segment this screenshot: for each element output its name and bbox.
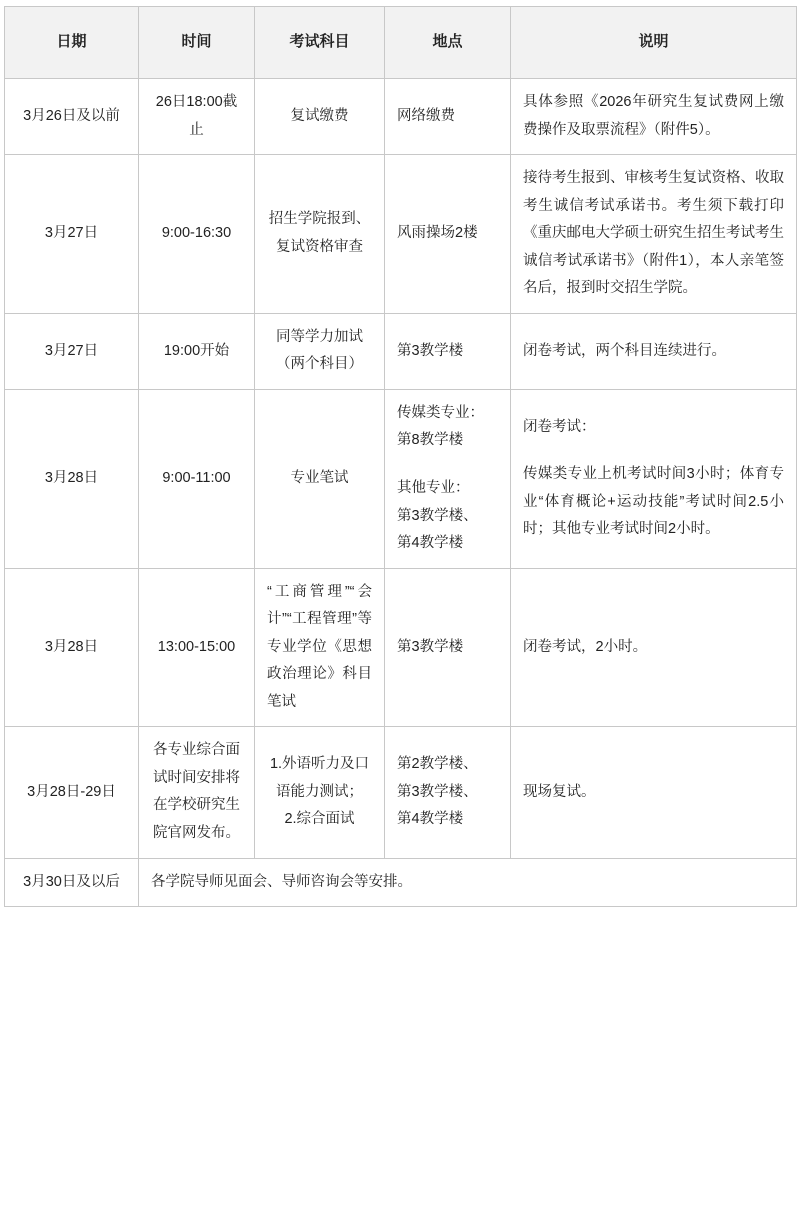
cell-place: 第3教学楼 xyxy=(385,568,511,727)
note-spacer xyxy=(523,441,784,461)
cell-date: 3月27日 xyxy=(5,155,139,314)
table-row xyxy=(5,389,797,568)
subject-line-1: 同等学力加试 xyxy=(276,328,363,345)
table-body xyxy=(5,79,797,907)
cell-subject: “工商管理”“会计”“工程管理”等专业学位《思想政治理论》科目笔试 xyxy=(255,568,385,727)
place-line-5: 第4教学楼 xyxy=(397,535,464,552)
cell-time: 19:00开始 xyxy=(139,313,255,389)
place-line-2: 第8教学楼 xyxy=(397,432,464,449)
place-line-3: 其他专业： xyxy=(397,480,470,497)
cell-subject xyxy=(255,313,385,389)
table-header-row xyxy=(5,7,797,79)
table-row xyxy=(5,568,797,727)
column-header-note: 说明 xyxy=(511,7,797,79)
cell-note: 闭卷考试，2小时。 xyxy=(511,568,797,727)
cell-note: 闭卷考试，两个科目连续进行。 xyxy=(511,313,797,389)
cell-place xyxy=(385,727,511,858)
place-line-1: 第2教学楼、 xyxy=(397,756,478,773)
cell-date: 3月28日-29日 xyxy=(5,727,139,858)
cell-time: 9:00-16:30 xyxy=(139,155,255,314)
cell-place: 第3教学楼 xyxy=(385,313,511,389)
subject-line-2: 2.综合面试 xyxy=(284,811,355,828)
subject-line-1: 1.外语听力及口语能力测试； xyxy=(269,756,370,800)
note-line-2: 传媒类专业上机考试时间3小时；体育专业“体育概论+运动技能”考试时间2.5小时；其他专业考试时间2小时。 xyxy=(523,466,784,538)
cell-time: 各专业综合面试时间安排将在学校研究生院官网发布。 xyxy=(139,727,255,858)
cell-time: 26日18:00截止 xyxy=(139,79,255,155)
column-header-subject: 考试科目 xyxy=(255,7,385,79)
column-header-date: 日期 xyxy=(5,7,139,79)
subject-line-2: （两个科目） xyxy=(276,356,363,373)
cell-date: 3月28日 xyxy=(5,568,139,727)
cell-note: 接待考生报到、审核考生复试资格、收取考生诚信考试承诺书。考生须下载打印《重庆邮电大学硕士研究生招生考试考生诚信考试承诺书》（附件1），本人亲笔签名后，报到时交招生学院。 xyxy=(511,155,797,314)
place-line-3: 第4教学楼 xyxy=(397,811,464,828)
cell-note: 现场复试。 xyxy=(511,727,797,858)
table-header xyxy=(5,7,797,79)
place-line-2: 第3教学楼、 xyxy=(397,783,478,800)
cell-date: 3月27日 xyxy=(5,313,139,389)
place-line-4: 第3教学楼、 xyxy=(397,507,478,524)
place-line-1: 传媒类专业： xyxy=(397,404,484,421)
column-header-time: 时间 xyxy=(139,7,255,79)
cell-note: 具体参照《2026年研究生复试费网上缴费操作及取票流程》（附件5）。 xyxy=(511,79,797,155)
cell-place xyxy=(385,389,511,568)
table-row xyxy=(5,155,797,314)
subject-line-2: 复试资格审查 xyxy=(276,238,363,255)
place-spacer xyxy=(397,455,498,475)
cell-note xyxy=(511,389,797,568)
cell-subject: 复试缴费 xyxy=(255,79,385,155)
cell-date: 3月30日及以后 xyxy=(5,858,139,907)
table-footer-row xyxy=(5,858,797,907)
cell-date: 3月26日及以前 xyxy=(5,79,139,155)
cell-subject xyxy=(255,155,385,314)
cell-footer-text: 各学院导师见面会、导师咨询会等安排。 xyxy=(139,858,797,907)
cell-time: 9:00-11:00 xyxy=(139,389,255,568)
cell-subject: 专业笔试 xyxy=(255,389,385,568)
cell-time: 13:00-15:00 xyxy=(139,568,255,727)
table-row xyxy=(5,727,797,858)
cell-place: 网络缴费 xyxy=(385,79,511,155)
column-header-place: 地点 xyxy=(385,7,511,79)
subject-line-1: 招生学院报到、 xyxy=(268,211,371,228)
cell-date: 3月28日 xyxy=(5,389,139,568)
table-row xyxy=(5,79,797,155)
cell-subject xyxy=(255,727,385,858)
exam-schedule-table xyxy=(4,6,797,907)
table-row xyxy=(5,313,797,389)
cell-place: 风雨操场2楼 xyxy=(385,155,511,314)
note-line-1: 闭卷考试： xyxy=(523,418,596,435)
